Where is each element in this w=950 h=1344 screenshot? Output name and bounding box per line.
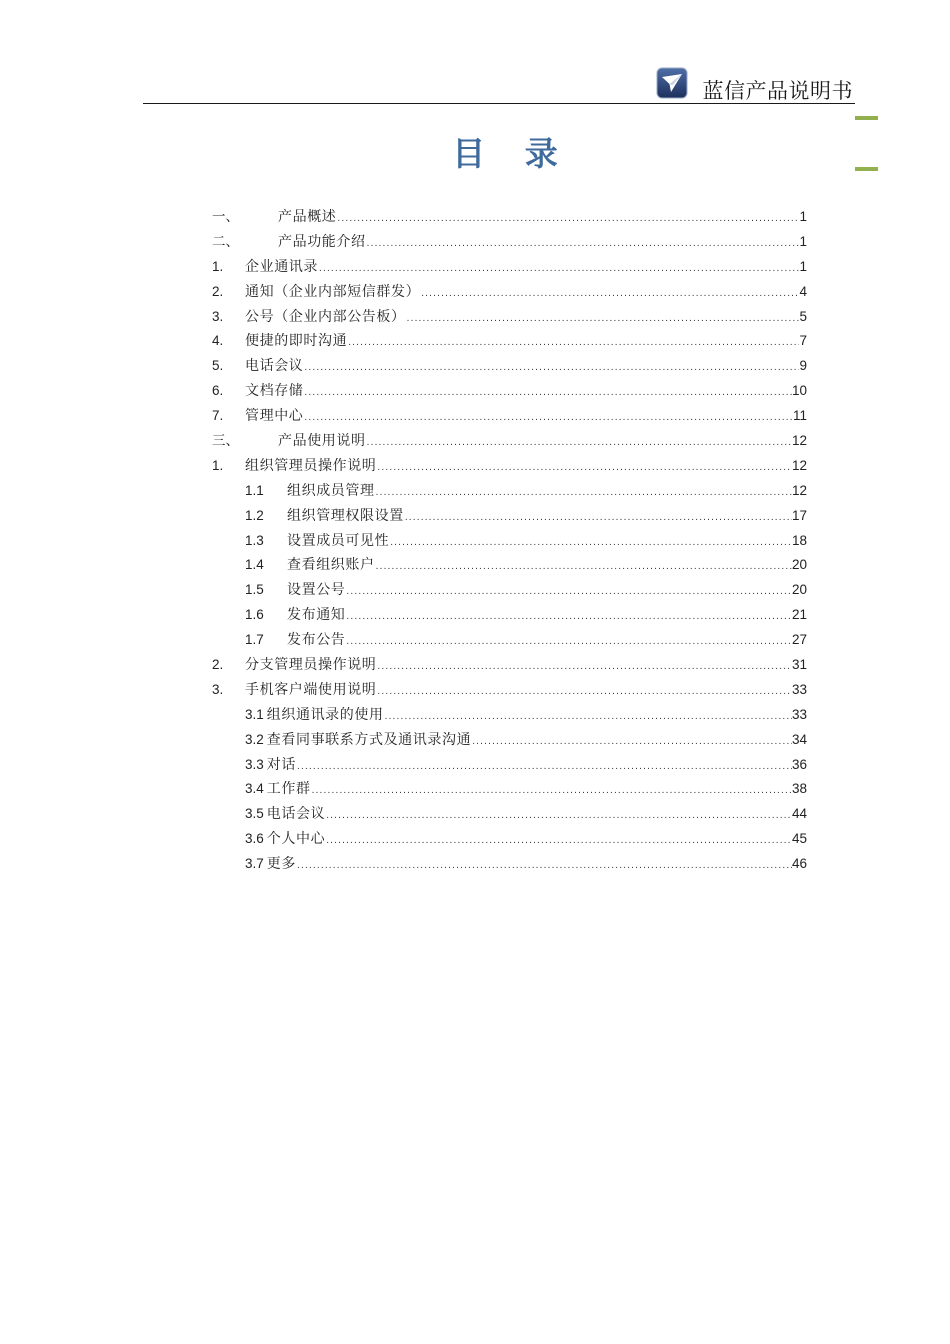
- toc-dot-leader: [420, 282, 799, 307]
- toc-entry-title: 组织成员管理: [287, 482, 375, 499]
- toc-entry-number: 1.3: [245, 532, 264, 548]
- side-marker: [855, 116, 878, 120]
- toc-dot-leader: [404, 506, 792, 531]
- toc-entry-title: 发布通知: [287, 607, 346, 624]
- toc-page-number: 12: [791, 457, 807, 473]
- toc-entry[interactable]: [212, 429, 807, 454]
- toc-dot-leader: [345, 630, 792, 655]
- toc-page-number: 1: [799, 233, 807, 249]
- toc-entry-number: 7.: [212, 408, 224, 424]
- toc-entry-number: 一、: [212, 209, 239, 225]
- toc-entry-title: 更多: [266, 856, 296, 873]
- toc-entry[interactable]: [212, 479, 807, 504]
- toc-entry-number: 1.7: [245, 632, 264, 648]
- toc-entry-number: 1.2: [245, 507, 264, 523]
- toc-page-number: 18: [791, 532, 807, 548]
- toc-dot-leader: [296, 854, 792, 879]
- toc-entry[interactable]: [212, 728, 807, 753]
- toc-entry[interactable]: [212, 603, 807, 628]
- toc-entry-title: 便捷的即时沟通: [245, 333, 348, 350]
- toc-entry-title: 设置成员可见性: [287, 532, 390, 549]
- toc-entry-title: 管理中心: [245, 408, 304, 425]
- toc-entry-title: 通知（企业内部短信群发）: [245, 283, 421, 300]
- toc-dot-leader: [375, 481, 792, 506]
- toc-entry-title: 组织管理权限设置: [287, 507, 404, 524]
- toc-entry-number: 3.7: [245, 856, 264, 872]
- toc-entry[interactable]: [212, 703, 807, 728]
- toc-page-number: 4: [799, 283, 807, 299]
- toc-page-number: 20: [791, 557, 807, 573]
- toc-entry[interactable]: [212, 852, 807, 877]
- toc-entry-title: 产品功能介绍: [278, 233, 366, 250]
- toc-entry[interactable]: [212, 230, 807, 255]
- toc-page-number: 36: [791, 756, 807, 772]
- toc-entry[interactable]: [212, 678, 807, 703]
- toc-entry[interactable]: [212, 553, 807, 578]
- toc-dot-leader: [303, 381, 792, 406]
- toc-dot-leader: [384, 705, 792, 730]
- toc-entry[interactable]: [212, 280, 807, 305]
- toc-page-number: 31: [791, 657, 807, 673]
- toc-page-number: 38: [791, 781, 807, 797]
- toc-page-number: 1: [799, 209, 807, 224]
- toc-entry-title: 查看同事联系方式及通讯录沟通: [266, 731, 472, 748]
- toc-entry-title: 查看组织账户: [287, 557, 375, 574]
- toc-entry-number: 3.6: [245, 831, 264, 847]
- toc-entry[interactable]: [212, 628, 807, 653]
- toc-entry-title: 电话会议: [245, 358, 304, 375]
- toc-dot-leader: [325, 829, 792, 854]
- toc-entry-number: 1.6: [245, 607, 264, 623]
- toc-dot-leader: [303, 406, 793, 431]
- toc-entry-number: 4.: [212, 333, 224, 349]
- toc-entry[interactable]: [212, 578, 807, 603]
- toc-entry-title: 手机客户端使用说明: [245, 681, 377, 698]
- table-of-contents: [212, 205, 807, 877]
- toc-entry[interactable]: [212, 753, 807, 778]
- toc-entry-number: 6.: [212, 383, 224, 399]
- toc-entry[interactable]: [212, 802, 807, 827]
- toc-entry[interactable]: [212, 454, 807, 479]
- toc-page-number: 1: [799, 258, 807, 274]
- toc-page-number: 33: [791, 706, 807, 722]
- toc-dot-leader: [303, 356, 799, 381]
- toc-entry-number: 3.4: [245, 781, 264, 797]
- toc-dot-leader: [376, 456, 792, 481]
- toc-dot-leader: [345, 580, 792, 605]
- toc-page-number: 46: [791, 856, 807, 872]
- toc-page-number: 12: [791, 482, 807, 498]
- toc-entry-number: 2.: [212, 657, 224, 673]
- toc-page-number: 44: [791, 806, 807, 822]
- toc-dot-leader: [347, 331, 799, 356]
- toc-entry-number: 1.4: [245, 557, 264, 573]
- toc-page-number: 27: [791, 632, 807, 648]
- toc-entry-title: 工作群: [266, 781, 311, 798]
- toc-entry-title: 公号（企业内部公告板）: [245, 308, 406, 325]
- toc-page-number: 9: [799, 358, 807, 374]
- toc-entry-title: 产品概述: [278, 209, 337, 225]
- toc-entry[interactable]: [212, 379, 807, 404]
- toc-dot-leader: [376, 655, 792, 680]
- toc-dot-leader: [471, 730, 792, 755]
- toc-entry-number: 1.5: [245, 582, 264, 598]
- toc-entry[interactable]: [212, 205, 807, 230]
- toc-entry-title: 发布公告: [287, 632, 346, 649]
- toc-entry-title: 设置公号: [287, 582, 346, 599]
- toc-entry-title: 分支管理员操作说明: [245, 657, 377, 674]
- toc-entry-number: 3.: [212, 308, 224, 324]
- toc-dot-leader: [318, 257, 799, 282]
- toc-dot-leader: [406, 307, 800, 332]
- toc-entry-number: 二、: [212, 233, 239, 250]
- header-title: 蓝信产品说明书: [702, 79, 853, 103]
- header-divider: [143, 103, 855, 104]
- toc-dot-leader: [296, 755, 792, 780]
- toc-entry-number: 3.5: [245, 806, 264, 822]
- toc-page-number: 11: [792, 408, 807, 424]
- toc-page-number: 33: [791, 681, 807, 697]
- toc-dot-leader: [375, 555, 792, 580]
- toc-page-number: 21: [791, 607, 807, 623]
- page-header: [143, 62, 855, 106]
- toc-entry[interactable]: [212, 653, 807, 678]
- toc-title: 目 录: [452, 134, 572, 173]
- toc-dot-leader: [389, 531, 792, 556]
- toc-entry-title: 文档存储: [245, 383, 304, 400]
- toc-dot-leader: [366, 232, 800, 257]
- toc-entry-title: 组织管理员操作说明: [245, 457, 377, 474]
- toc-entry-title: 企业通讯录: [245, 258, 318, 275]
- toc-entry[interactable]: [212, 329, 807, 354]
- toc-entry-title: 对话: [266, 756, 296, 773]
- toc-entry[interactable]: [212, 529, 807, 554]
- toc-entry[interactable]: [212, 354, 807, 379]
- toc-page-number: 12: [791, 433, 807, 449]
- toc-entry-title: 产品使用说明: [278, 433, 366, 450]
- toc-entry[interactable]: [212, 404, 807, 429]
- toc-entry[interactable]: [212, 504, 807, 529]
- toc-entry[interactable]: [212, 255, 807, 280]
- paper-plane-icon: [656, 67, 688, 99]
- toc-entry-number: 2.: [212, 283, 224, 299]
- toc-entry-title: 组织通讯录的使用: [266, 706, 384, 723]
- toc-entry[interactable]: [212, 777, 807, 802]
- toc-entry-number: 3.1: [245, 706, 264, 722]
- toc-entry-title: 电话会议: [266, 806, 326, 823]
- toc-entry-number: 5.: [212, 358, 224, 374]
- toc-dot-leader: [366, 431, 792, 456]
- toc-dot-leader: [345, 605, 792, 630]
- toc-entry-number: 1.1: [245, 482, 264, 498]
- toc-dot-leader: [336, 207, 799, 232]
- toc-page-number: 7: [799, 333, 807, 349]
- toc-entry-number: 3.: [212, 681, 224, 697]
- toc-dot-leader: [311, 779, 792, 804]
- toc-page-number: 17: [791, 507, 807, 523]
- toc-entry-number: 3.2: [245, 731, 264, 747]
- toc-entry-number: 1.: [212, 457, 224, 473]
- toc-entry-number: 1.: [212, 258, 224, 274]
- toc-page-number: 5: [799, 308, 807, 324]
- toc-entry[interactable]: [212, 305, 807, 330]
- toc-entry-number: 三、: [212, 433, 239, 450]
- toc-dot-leader: [325, 804, 792, 829]
- toc-page-number: 20: [791, 582, 807, 598]
- toc-page-number: 45: [791, 831, 807, 847]
- toc-page-number: 34: [791, 731, 807, 747]
- toc-entry-title: 个人中心: [266, 831, 326, 848]
- toc-dot-leader: [376, 680, 792, 705]
- toc-entry-number: 3.3: [245, 756, 264, 772]
- toc-page-number: 10: [791, 383, 807, 399]
- toc-entry[interactable]: [212, 827, 807, 852]
